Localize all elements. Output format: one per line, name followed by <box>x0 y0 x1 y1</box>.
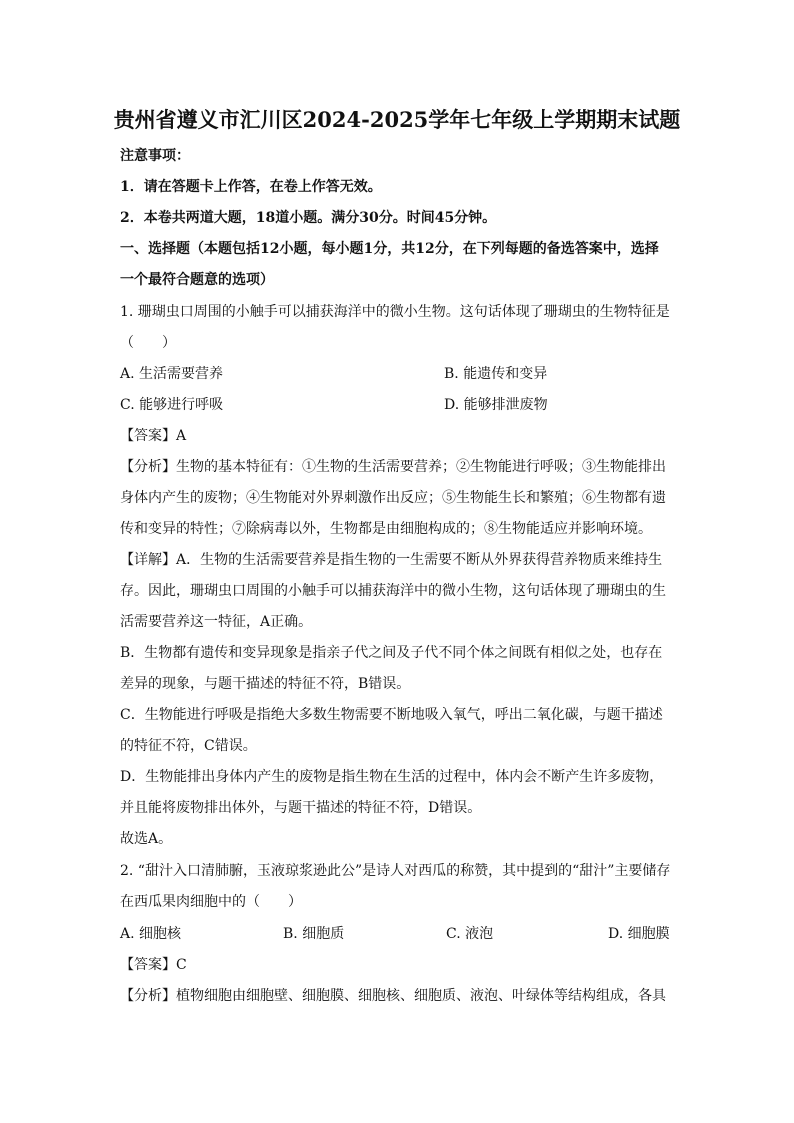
page-title: 贵州省遵义市汇川区2024-2025学年七年级上学期期末试题 <box>113 107 681 132</box>
q2-stem-line-2: 在西瓜果肉细胞中的（ ） <box>120 894 302 910</box>
q1-option-d: D. 能够排泄废物 <box>444 397 548 413</box>
q2-analysis-line-1: 【分析】植物细胞由细胞壁、细胞膜、细胞核、细胞质、液泡、叶绿体等结构组成，各具 <box>120 988 666 1004</box>
q1-detail-line-8: D．生物能排出身体内产生的废物是指生物在生活的过程中，体内会不断产生许多废物， <box>120 769 664 785</box>
q1-detail-line-3: 活需要营养这一特征，A正确。 <box>120 614 313 630</box>
q1-detail-line-10: 故选A。 <box>120 831 173 847</box>
q2-option-b: B. 细胞质 <box>283 926 345 942</box>
q2-answer: 【答案】C <box>120 957 187 973</box>
section-heading-line-2: 一个最符合题意的选项） <box>120 272 274 288</box>
q1-option-b: B. 能遗传和变异 <box>444 366 548 382</box>
notice-heading: 注意事项： <box>120 148 190 164</box>
q1-analysis-line-1: 【分析】生物的基本特征有：①生物的生活需要营养；②生物能进行呼吸；③生物能排出 <box>120 459 666 475</box>
q1-detail-line-6: C．生物能进行呼吸是指绝大多数生物需要不断地吸入氧气，呼出二氧化碳，与题干描述 <box>120 707 663 723</box>
q1-stem-line-2: （ ） <box>120 335 176 351</box>
q2-option-a: A. 细胞核 <box>120 926 182 942</box>
section-heading-line-1: 一、选择题（本题包括12小题，每小题1分，共12分，在下列每题的备选答案中，选择 <box>120 241 659 257</box>
q1-option-c: C. 能够进行呼吸 <box>120 397 224 413</box>
q1-option-a: A. 生活需要营养 <box>120 366 224 382</box>
notice-item-2: 2．本卷共两道大题，18道小题。满分30分。时间45分钟。 <box>120 210 497 226</box>
q2-option-d: D. 细胞膜 <box>608 926 670 942</box>
q1-analysis-line-3: 传和变异的特性；⑦除病毒以外，生物都是由细胞构成的；⑧生物能适应并影响环境。 <box>120 521 652 537</box>
q1-answer: 【答案】A <box>120 428 187 444</box>
q2-stem-line-1: 2. “甜汁入口清肺腑，玉液琼浆逊此公”是诗人对西瓜的称赞，其中提到的“甜汁”主要储存 <box>120 863 671 879</box>
q2-option-c: C. 液泡 <box>446 926 494 942</box>
q1-analysis-line-2: 身体内产生的废物；④生物能对外界刺激作出反应；⑤生物能生长和繁殖；⑥生物都有遗 <box>120 490 666 506</box>
q1-detail-line-9: 并且能将废物排出体外，与题干描述的特征不符，D错误。 <box>120 800 482 816</box>
q1-detail-line-7: 的特征不符，C错误。 <box>120 738 257 754</box>
q1-detail-line-4: B．生物都有遗传和变异现象是指亲子代之间及子代不同个体之间既有相似之处，也存在 <box>120 645 663 661</box>
q1-detail-line-2: 存。因此，珊瑚虫口周围的小触手可以捕获海洋中的微小生物，这句话体现了珊瑚虫的生 <box>120 583 666 599</box>
q1-stem-line-1: 1. 珊瑚虫口周围的小触手可以捕获海洋中的微小生物。这句话体现了珊瑚虫的生物特征是 <box>120 304 670 320</box>
q1-detail-line-5: 差异的现象，与题干描述的特征不符，B错误。 <box>120 676 411 692</box>
q1-detail-line-1: 【详解】A．生物的生活需要营养是指生物的一生需要不断从外界获得营养物质来维持生 <box>120 552 663 568</box>
notice-item-1: 1．请在答题卡上作答，在卷上作答无效。 <box>120 179 382 195</box>
